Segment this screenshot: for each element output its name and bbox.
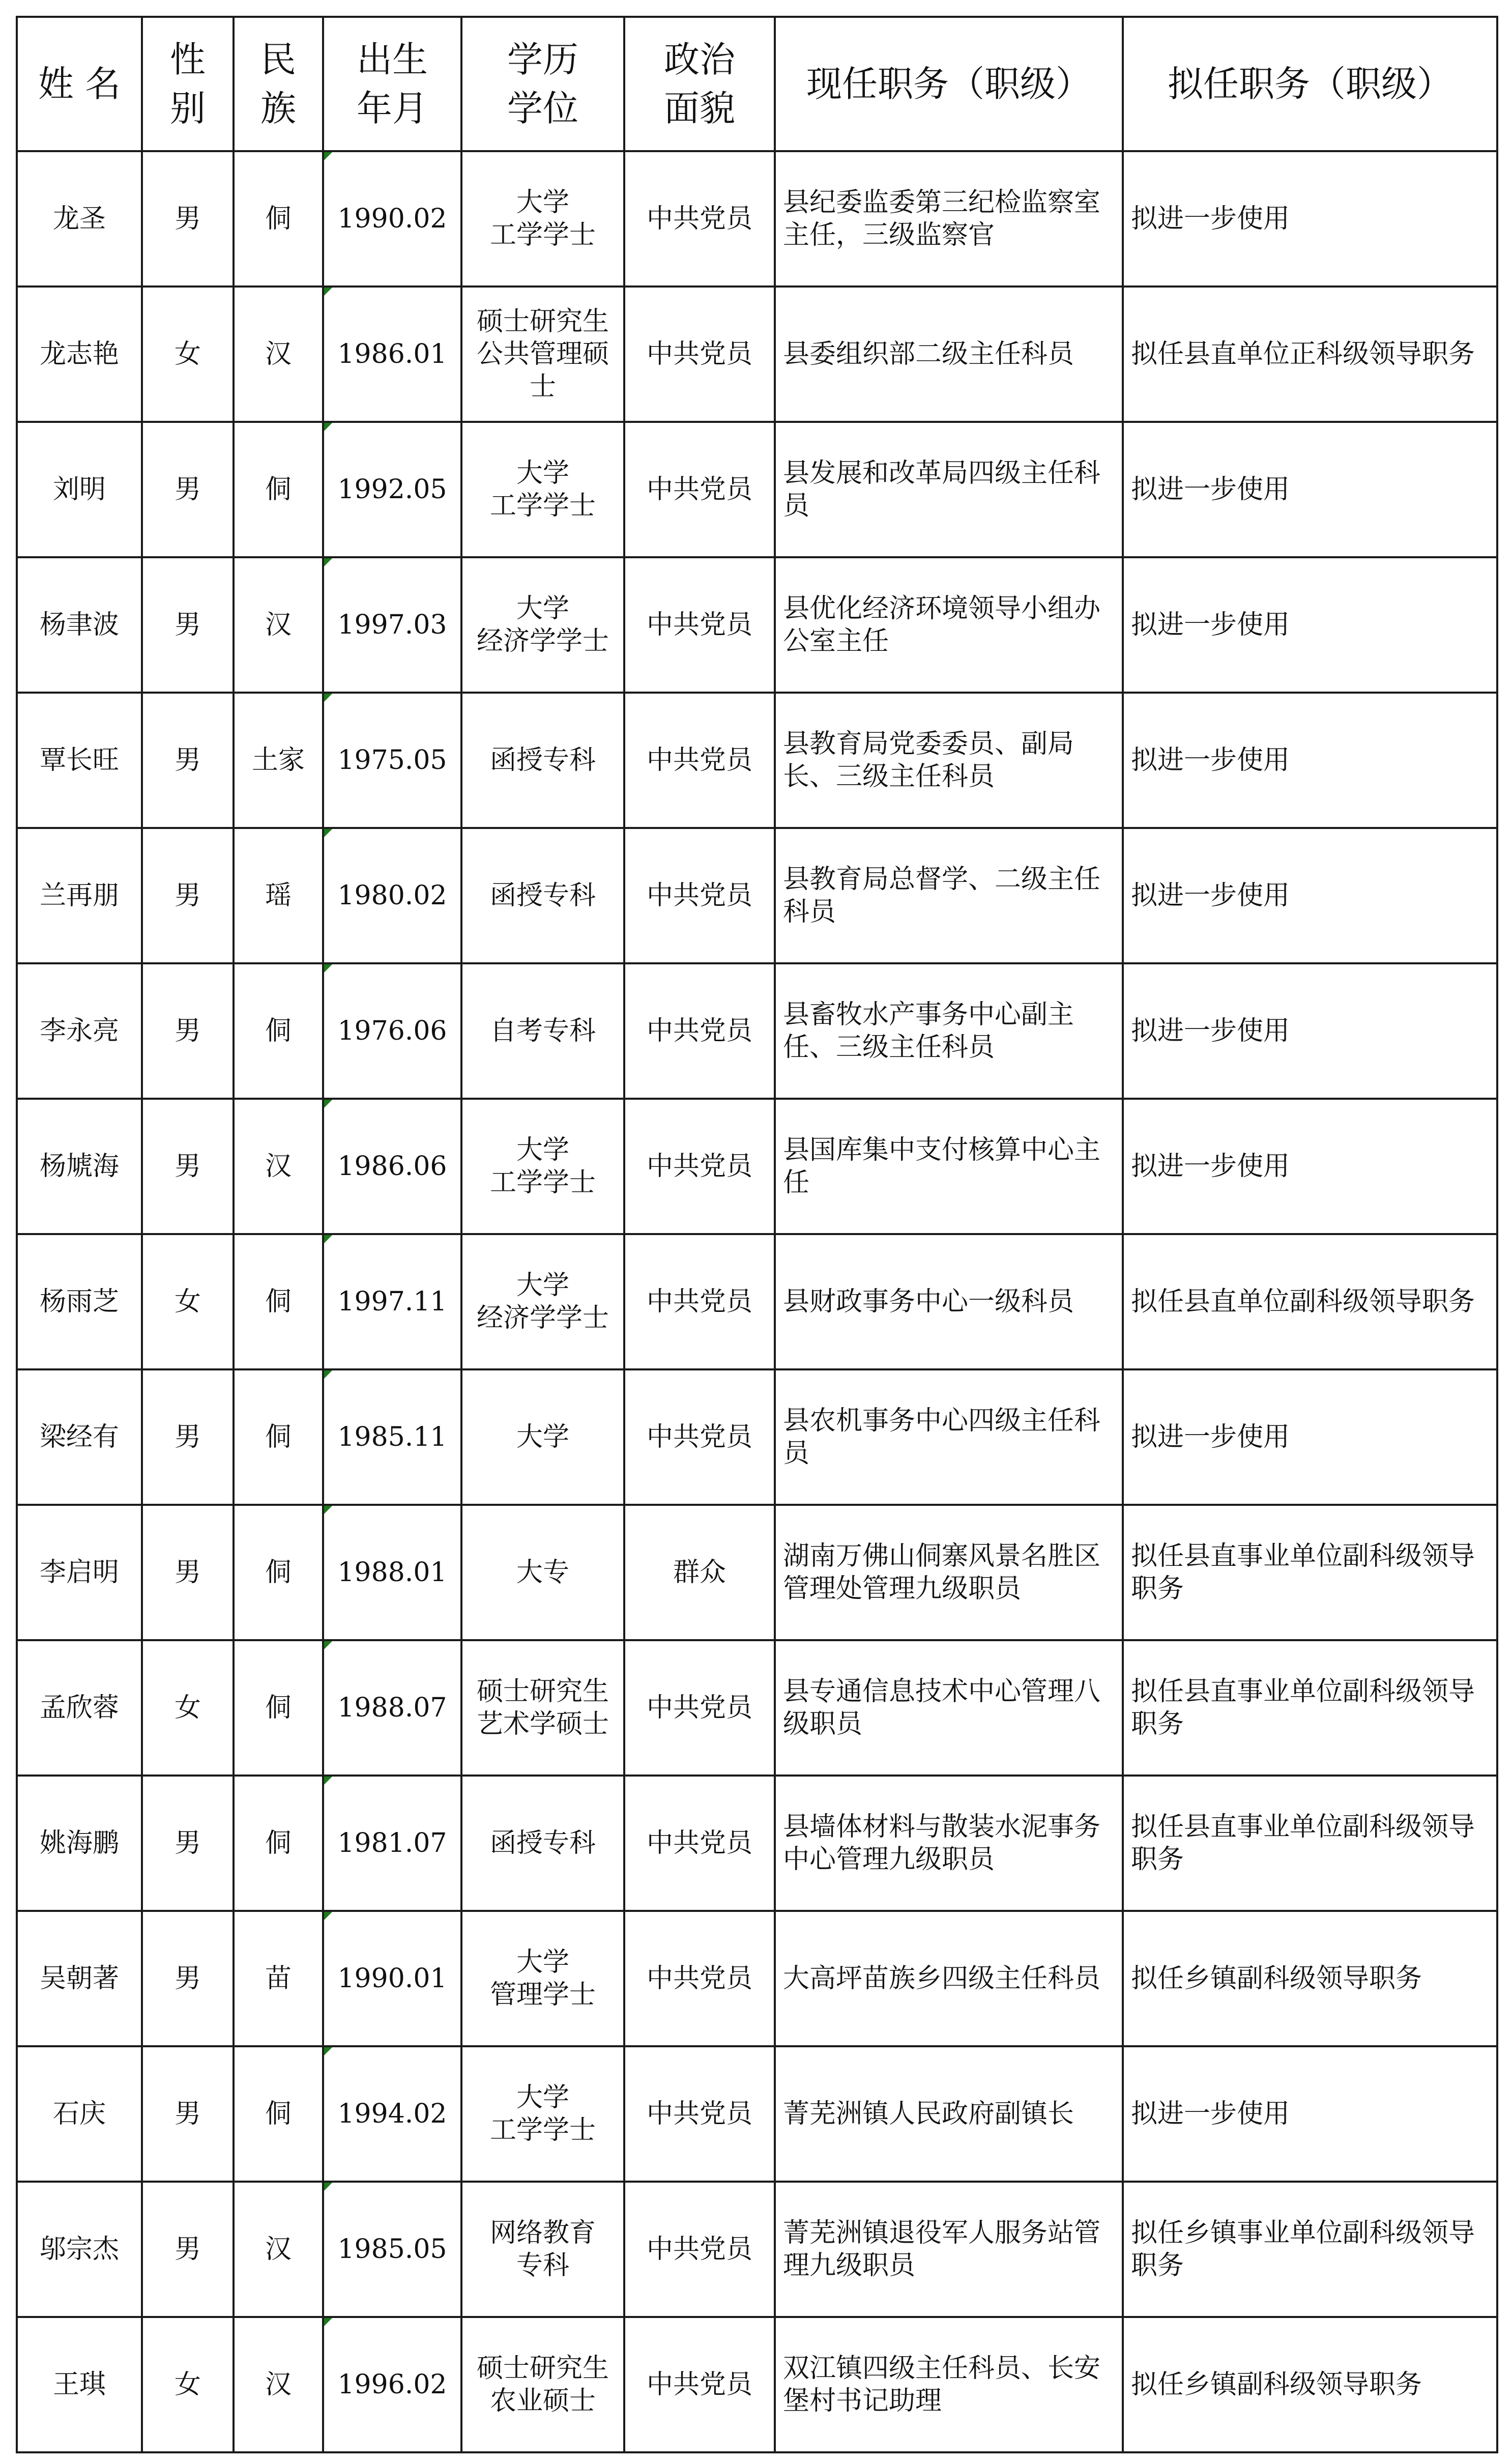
gender-cell: 女 [142, 287, 234, 422]
table-row [17, 287, 1497, 422]
education-cell [461, 287, 624, 422]
cadre-table [16, 16, 1498, 2453]
gender-cell: 女 [142, 1640, 234, 1776]
name-cell: 石庆 [17, 2046, 142, 2182]
gender-cell: 男 [142, 693, 234, 828]
politics-cell: 中共党员 [624, 693, 775, 828]
politics-cell: 中共党员 [624, 151, 775, 287]
birth-cell: 1990.01 [323, 1911, 461, 2046]
table-row [17, 557, 1497, 693]
ethnicity-cell: 侗 [234, 963, 323, 1099]
ethnicity-cell: 苗 [234, 1911, 323, 2046]
education-line: 大学 [516, 1947, 569, 1978]
education-line: 专科 [516, 2250, 569, 2281]
ethnicity-cell: 汉 [234, 1099, 323, 1234]
gender-cell: 男 [142, 963, 234, 1099]
birth-cell: 1976.06 [323, 963, 461, 1099]
current-position-cell: 县墙体材料与散装水泥事务中心管理九级职员 [775, 1776, 1123, 1911]
education-line: 函授专科 [489, 880, 596, 911]
proposed-position-cell: 拟任县直单位副科级领导职务 [1123, 1234, 1497, 1369]
proposed-position-cell: 拟进一步使用 [1123, 151, 1497, 287]
current-position-cell: 县委组织部二级主任科员 [775, 287, 1123, 422]
current-position-cell: 县优化经济环境领导小组办公室主任 [775, 557, 1123, 693]
name-cell: 李启明 [17, 1505, 142, 1640]
education-cell [461, 557, 624, 693]
name-cell: 李永亮 [17, 963, 142, 1099]
education-line: 士 [529, 371, 556, 402]
ethnicity-cell: 汉 [234, 287, 323, 422]
table-row [17, 1776, 1497, 1911]
table-row [17, 2317, 1497, 2452]
ethnicity-cell: 侗 [234, 1776, 323, 1911]
ethnicity-cell: 侗 [234, 1369, 323, 1505]
education-cell [461, 2046, 624, 2182]
current-position-cell: 县发展和改革局四级主任科员 [775, 422, 1123, 557]
current-position-cell: 县国库集中支付核算中心主任 [775, 1099, 1123, 1234]
birth-cell: 1990.02 [323, 151, 461, 287]
table-row [17, 1911, 1497, 2046]
education-cell [461, 963, 624, 1099]
proposed-position-cell: 拟任乡镇事业单位副科级领导职务 [1123, 2182, 1497, 2317]
birth-cell: 1980.02 [323, 828, 461, 963]
table-row [17, 151, 1497, 287]
name-cell: 吴朝著 [17, 1911, 142, 2046]
education-line: 工学学士 [489, 2115, 596, 2145]
name-cell: 覃长旺 [17, 693, 142, 828]
education-line: 硕士研究生 [476, 1676, 609, 1707]
birth-cell: 1986.01 [323, 287, 461, 422]
current-position-cell: 县纪委监委第三纪检监察室主任，三级监察官 [775, 151, 1123, 287]
birth-cell: 1985.05 [323, 2182, 461, 2317]
education-line: 工学学士 [489, 491, 596, 521]
gender-cell: 男 [142, 557, 234, 693]
header-education: 学历 学位 [461, 17, 624, 151]
gender-cell: 女 [142, 1234, 234, 1369]
proposed-position-cell: 拟进一步使用 [1123, 693, 1497, 828]
proposed-position-cell: 拟任县直事业单位副科级领导职务 [1123, 1776, 1497, 1911]
education-line: 工学学士 [489, 220, 596, 250]
education-line: 大学 [516, 1270, 569, 1301]
table-row [17, 1369, 1497, 1505]
education-cell [461, 1505, 624, 1640]
table-row [17, 2182, 1497, 2317]
proposed-position-cell: 拟任乡镇副科级领导职务 [1123, 2317, 1497, 2452]
education-cell [461, 693, 624, 828]
current-position-cell: 县专通信息技术中心管理八级职员 [775, 1640, 1123, 1776]
education-cell [461, 1911, 624, 2046]
gender-cell: 男 [142, 422, 234, 557]
politics-cell: 中共党员 [624, 287, 775, 422]
education-line: 大专 [516, 1557, 569, 1588]
ethnicity-cell: 侗 [234, 151, 323, 287]
politics-cell: 中共党员 [624, 828, 775, 963]
name-cell: 杨虓海 [17, 1099, 142, 1234]
politics-cell: 中共党员 [624, 1911, 775, 2046]
education-cell [461, 1369, 624, 1505]
education-line: 农业硕士 [489, 2386, 596, 2416]
name-cell: 龙圣 [17, 151, 142, 287]
name-cell: 龙志艳 [17, 287, 142, 422]
politics-cell: 中共党员 [624, 1369, 775, 1505]
birth-cell: 1988.07 [323, 1640, 461, 1776]
ethnicity-cell: 土家 [234, 693, 323, 828]
header-birth: 出生 年月 [323, 17, 461, 151]
birth-cell: 1992.05 [323, 422, 461, 557]
education-line: 大学 [516, 1422, 569, 1452]
header-ethnicity: 民 族 [234, 17, 323, 151]
table-row [17, 693, 1497, 828]
education-cell [461, 151, 624, 287]
current-position-cell: 双江镇四级主任科员、长安堡村书记助理 [775, 2317, 1123, 2452]
birth-cell: 1997.11 [323, 1234, 461, 1369]
ethnicity-cell: 侗 [234, 1640, 323, 1776]
education-line: 网络教育 [489, 2218, 596, 2248]
education-cell [461, 2182, 624, 2317]
header-row [17, 17, 1497, 151]
politics-cell: 中共党员 [624, 1776, 775, 1911]
gender-cell: 男 [142, 2182, 234, 2317]
education-cell [461, 2317, 624, 2452]
name-cell: 姚海鹏 [17, 1776, 142, 1911]
education-line: 大学 [516, 187, 569, 218]
education-line: 硕士研究生 [476, 306, 609, 337]
education-cell [461, 1099, 624, 1234]
education-line: 函授专科 [489, 1828, 596, 1858]
politics-cell: 中共党员 [624, 1640, 775, 1776]
proposed-position-cell: 拟任县直单位正科级领导职务 [1123, 287, 1497, 422]
politics-cell: 中共党员 [624, 557, 775, 693]
politics-cell: 中共党员 [624, 2182, 775, 2317]
name-cell: 杨聿波 [17, 557, 142, 693]
table-row [17, 422, 1497, 557]
name-cell: 邬宗杰 [17, 2182, 142, 2317]
name-cell: 兰再朋 [17, 828, 142, 963]
gender-cell: 男 [142, 2046, 234, 2182]
education-line: 工学学士 [489, 1167, 596, 1198]
politics-cell: 中共党员 [624, 1234, 775, 1369]
education-cell [461, 1776, 624, 1911]
education-line: 大学 [516, 2082, 569, 2113]
ethnicity-cell: 侗 [234, 1234, 323, 1369]
current-position-cell: 县财政事务中心一级科员 [775, 1234, 1123, 1369]
header-gender: 性 别 [142, 17, 234, 151]
proposed-position-cell: 拟任乡镇副科级领导职务 [1123, 1911, 1497, 2046]
table-row [17, 1505, 1497, 1640]
gender-cell: 女 [142, 2317, 234, 2452]
name-cell: 王琪 [17, 2317, 142, 2452]
education-line: 艺术学硕士 [476, 1709, 609, 1739]
ethnicity-cell: 侗 [234, 2046, 323, 2182]
ethnicity-cell: 瑶 [234, 828, 323, 963]
politics-cell: 中共党员 [624, 963, 775, 1099]
education-line: 大学 [516, 458, 569, 489]
ethnicity-cell: 侗 [234, 1505, 323, 1640]
education-line: 经济学学士 [476, 1303, 609, 1333]
ethnicity-cell: 汉 [234, 2317, 323, 2452]
birth-cell: 1996.02 [323, 2317, 461, 2452]
current-position-cell: 大高坪苗族乡四级主任科员 [775, 1911, 1123, 2046]
name-cell: 刘明 [17, 422, 142, 557]
birth-cell: 1994.02 [323, 2046, 461, 2182]
name-cell: 梁经有 [17, 1369, 142, 1505]
birth-cell: 1981.07 [323, 1776, 461, 1911]
gender-cell: 男 [142, 151, 234, 287]
politics-cell: 中共党员 [624, 2046, 775, 2182]
current-position-cell: 县教育局党委委员、副局长、三级主任科员 [775, 693, 1123, 828]
gender-cell: 男 [142, 1911, 234, 2046]
education-line: 管理学士 [489, 1980, 596, 2010]
table-row [17, 1099, 1497, 1234]
birth-cell: 1997.03 [323, 557, 461, 693]
gender-cell: 男 [142, 828, 234, 963]
proposed-position-cell: 拟进一步使用 [1123, 557, 1497, 693]
table-row [17, 963, 1497, 1099]
ethnicity-cell: 汉 [234, 2182, 323, 2317]
education-line: 大学 [516, 1135, 569, 1165]
education-line: 公共管理硕 [476, 339, 609, 369]
politics-cell: 群众 [624, 1505, 775, 1640]
table-row [17, 1640, 1497, 1776]
birth-cell: 1985.11 [323, 1369, 461, 1505]
gender-cell: 男 [142, 1369, 234, 1505]
table-row [17, 1234, 1497, 1369]
proposed-position-cell: 拟进一步使用 [1123, 963, 1497, 1099]
table-row [17, 828, 1497, 963]
header-name: 姓 名 [17, 17, 142, 151]
education-line: 函授专科 [489, 745, 596, 776]
header-politics: 政治 面貌 [624, 17, 775, 151]
politics-cell: 中共党员 [624, 2317, 775, 2452]
education-cell [461, 1640, 624, 1776]
current-position-cell: 县教育局总督学、二级主任科员 [775, 828, 1123, 963]
birth-cell: 1988.01 [323, 1505, 461, 1640]
education-line: 经济学学士 [476, 626, 609, 656]
proposed-position-cell: 拟进一步使用 [1123, 828, 1497, 963]
birth-cell: 1975.05 [323, 693, 461, 828]
current-position-cell: 菁芜洲镇人民政府副镇长 [775, 2046, 1123, 2182]
current-position-cell: 县畜牧水产事务中心副主任、三级主任科员 [775, 963, 1123, 1099]
proposed-position-cell: 拟任县直事业单位副科级领导职务 [1123, 1505, 1497, 1640]
education-line: 大学 [516, 593, 569, 624]
current-position-cell: 菁芜洲镇退役军人服务站管理九级职员 [775, 2182, 1123, 2317]
proposed-position-cell: 拟进一步使用 [1123, 1099, 1497, 1234]
table-row [17, 2046, 1497, 2182]
proposed-position-cell: 拟进一步使用 [1123, 1369, 1497, 1505]
proposed-position-cell: 拟进一步使用 [1123, 2046, 1497, 2182]
name-cell: 杨雨芝 [17, 1234, 142, 1369]
proposed-position-cell: 拟任县直事业单位副科级领导职务 [1123, 1640, 1497, 1776]
gender-cell: 男 [142, 1099, 234, 1234]
current-position-cell: 湖南万佛山侗寨风景名胜区管理处管理九级职员 [775, 1505, 1123, 1640]
header-proposed-position: 拟任职务（职级） [1123, 17, 1497, 151]
politics-cell: 中共党员 [624, 1099, 775, 1234]
education-cell [461, 1234, 624, 1369]
ethnicity-cell: 汉 [234, 557, 323, 693]
politics-cell: 中共党员 [624, 422, 775, 557]
education-line: 硕士研究生 [476, 2353, 609, 2384]
gender-cell: 男 [142, 1776, 234, 1911]
current-position-cell: 县农机事务中心四级主任科员 [775, 1369, 1123, 1505]
ethnicity-cell: 侗 [234, 422, 323, 557]
education-line: 自考专科 [489, 1016, 596, 1046]
gender-cell: 男 [142, 1505, 234, 1640]
name-cell: 孟欣蓉 [17, 1640, 142, 1776]
education-cell [461, 828, 624, 963]
proposed-position-cell: 拟进一步使用 [1123, 422, 1497, 557]
header-current-position: 现任职务（职级） [775, 17, 1123, 151]
education-cell [461, 422, 624, 557]
birth-cell: 1986.06 [323, 1099, 461, 1234]
